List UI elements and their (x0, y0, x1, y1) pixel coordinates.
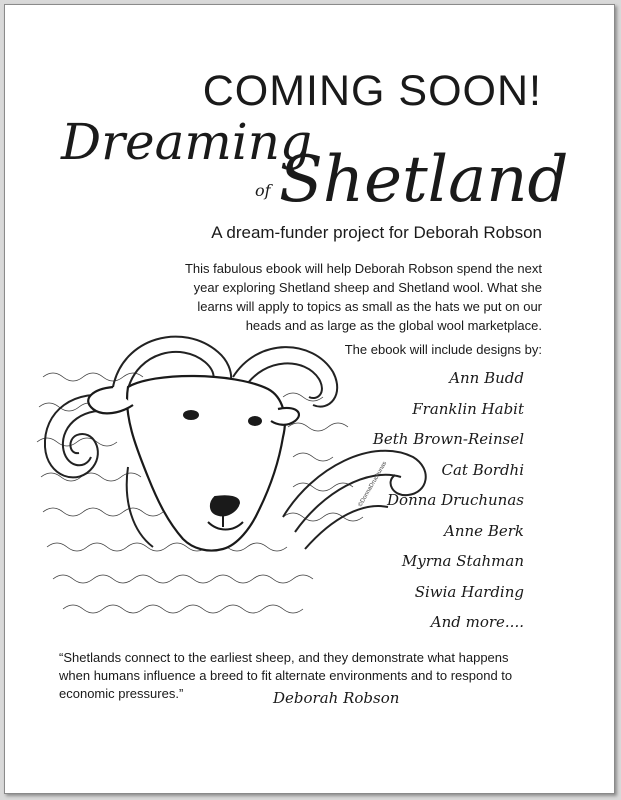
designer-name: Anne Berk (444, 521, 524, 540)
title-of: of (255, 181, 271, 200)
designer-name: Siwia Harding (414, 582, 524, 601)
sheep-face (88, 376, 299, 551)
designer-name: Ann Budd (449, 369, 524, 387)
designer-name: Donna Druchunas (387, 491, 524, 509)
right-horn (283, 451, 426, 549)
designer-name: Franklin Habit (412, 399, 524, 418)
title-shetland: Shetland (279, 143, 569, 217)
designer-name: And more.... (430, 613, 524, 631)
designer-name: Myrna Stahman (401, 552, 524, 570)
flyer-page (4, 4, 615, 794)
quote: “Shetlands connect to the earliest sheep, and they demonstrate what happens when humans influence a breed to fit alternate environments and to respond to economic pressures.” (59, 650, 513, 701)
title-dreaming: Dreaming (61, 113, 313, 171)
intro-paragraph: This fabulous ebook will help Deborah Robson spend the next year exploring Shetland sheep and Shetland wool. What she learns will apply to topics as small as the hats we put on our heads and as large as the global wool marketplace. (184, 261, 542, 333)
signature: Deborah Robson (273, 689, 400, 707)
designer-name: Beth Brown-Reinsel (372, 430, 524, 448)
designer-name: Cat Bordhi (441, 460, 524, 479)
designers-heading: The ebook will include designs by: (344, 342, 542, 357)
headline: COMING SOON! (202, 67, 542, 115)
subtitle: A dream-funder project for Deborah Robson (211, 223, 542, 242)
ram-sheep-illustration (33, 317, 433, 637)
illustration-credit: ©DonnaDruchunas (357, 460, 389, 508)
